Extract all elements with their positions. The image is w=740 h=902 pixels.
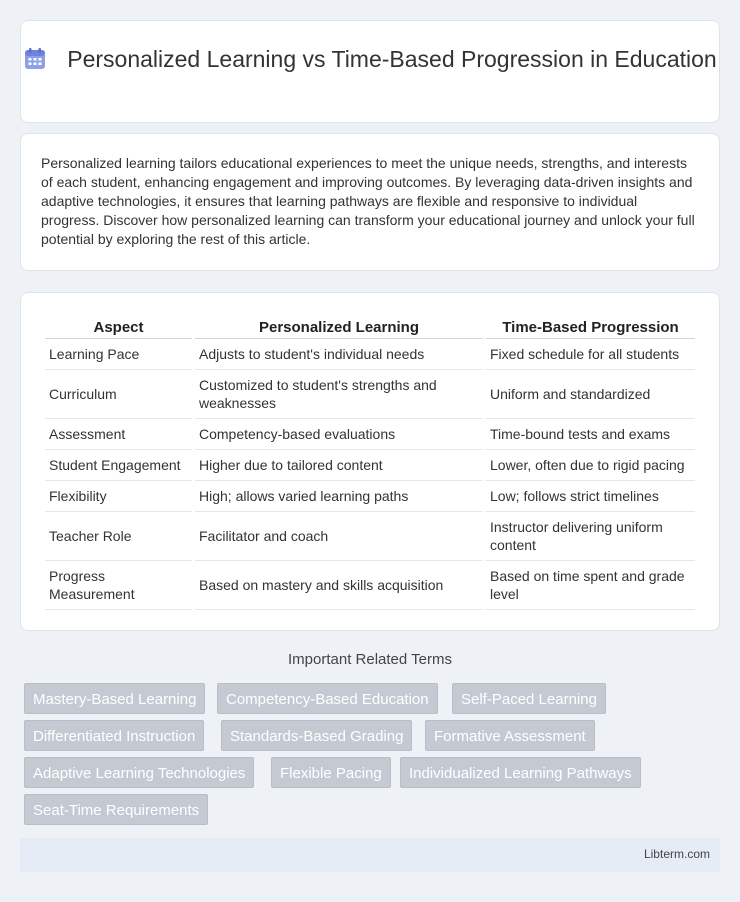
table-cell: Uniform and standardized xyxy=(486,370,695,419)
table-cell: Teacher Role xyxy=(45,512,192,561)
term-tag[interactable]: Seat-Time Requirements xyxy=(24,794,208,825)
table-cell: Curriculum xyxy=(45,370,192,419)
table-cell: Based on mastery and skills acquisition xyxy=(195,561,483,610)
header-personalized: Personalized Learning xyxy=(195,315,483,339)
table-cell: Student Engagement xyxy=(45,450,192,481)
table-row xyxy=(45,481,695,512)
term-tag[interactable]: Standards-Based Grading xyxy=(221,720,412,751)
table-cell: Flexibility xyxy=(45,481,192,512)
footer-site-link[interactable]: Libterm.com xyxy=(643,847,710,861)
table-cell: Instructor delivering uniform content xyxy=(486,512,695,561)
table-cell: Low; follows strict timelines xyxy=(486,481,695,512)
comparison-table xyxy=(42,315,698,610)
term-tag[interactable]: Flexible Pacing xyxy=(271,757,391,788)
table-cell: Customized to student's strengths and weaknesses xyxy=(195,370,483,419)
header-time-based: Time-Based Progression xyxy=(486,315,695,339)
table-cell: Facilitator and coach xyxy=(195,512,483,561)
term-tag[interactable]: Individualized Learning Pathways xyxy=(400,757,641,788)
term-tag[interactable]: Adaptive Learning Technologies xyxy=(24,757,254,788)
table-row xyxy=(45,512,695,561)
table-cell: Time-bound tests and exams xyxy=(486,419,695,450)
term-tag[interactable]: Differentiated Instruction xyxy=(24,720,204,751)
calendar-icon xyxy=(23,47,47,71)
title-card xyxy=(20,20,720,123)
comparison-card xyxy=(20,292,720,631)
table-cell: Higher due to tailored content xyxy=(195,450,483,481)
table-cell: Adjusts to student's individual needs xyxy=(195,339,483,370)
table-header-row xyxy=(45,315,695,339)
table-row xyxy=(45,370,695,419)
table-row xyxy=(45,561,695,610)
page-title-wrap xyxy=(21,45,719,74)
intro-card xyxy=(20,133,720,271)
term-tag[interactable]: Formative Assessment xyxy=(425,720,595,751)
intro-paragraph: Personalized learning tailors educational experiences to meet the unique needs, strengths, and interests of each student, enhancing engagement and improving outcomes. By leveraging data-driven insights and adaptive technologies, it ensures that learning pathways are flexible and responsive to individual progress. Discover how personalized learning can transform your educational journey and unlock your full potential by exploring the rest of this article. xyxy=(41,155,695,247)
table-cell: Assessment xyxy=(45,419,192,450)
footer xyxy=(20,838,720,872)
related-terms-heading: Important Related Terms xyxy=(288,651,452,668)
table-cell: High; allows varied learning paths xyxy=(195,481,483,512)
term-tag[interactable]: Competency-Based Education xyxy=(217,683,438,714)
table-cell: Based on time spent and grade level xyxy=(486,561,695,610)
table-row xyxy=(45,339,695,370)
term-tag[interactable]: Self-Paced Learning xyxy=(452,683,606,714)
table-cell: Learning Pace xyxy=(45,339,192,370)
table-cell: Fixed schedule for all students xyxy=(486,339,695,370)
term-tag[interactable]: Mastery-Based Learning xyxy=(24,683,205,714)
table-cell: Competency-based evaluations xyxy=(195,419,483,450)
table-cell: Progress Measurement xyxy=(45,561,192,610)
table-row xyxy=(45,450,695,481)
page-title: Personalized Learning vs Time-Based Progression in Education xyxy=(67,46,717,72)
table-cell: Lower, often due to rigid pacing xyxy=(486,450,695,481)
table-row xyxy=(45,419,695,450)
header-aspect: Aspect xyxy=(45,315,192,339)
